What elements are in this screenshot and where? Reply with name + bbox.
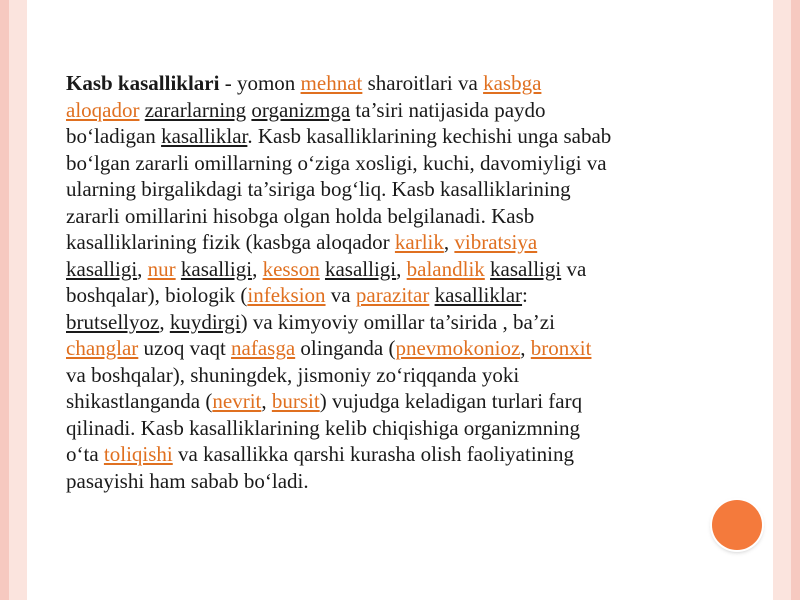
- link-kasalligi-4[interactable]: kasalligi: [490, 256, 562, 281]
- link-karlik[interactable]: karlik: [394, 230, 444, 254]
- link-vibratsiya[interactable]: vibratsiya: [454, 230, 538, 254]
- text-run: ,: [252, 256, 263, 281]
- text-run: qilinadi. Kasb kasalliklarining kelib chiqishiga organizmning: [66, 415, 581, 440]
- link-nafasga[interactable]: nafasga: [231, 336, 296, 360]
- link-kasalligi-3[interactable]: kasalligi: [324, 256, 397, 281]
- text-run: bo‘lgan zararli omillarning o‘ziga xosligi, kuchi, davomiyligi va: [66, 150, 607, 175]
- text-run: :: [522, 283, 528, 307]
- text-run: ularning birgalikdagi ta’siriga bog‘liq. Kasb kasalliklarining: [66, 177, 571, 201]
- text-run: . Kasb kasalliklarining kechishi unga sabab: [247, 124, 612, 148]
- text-run: shikastlanganda (: [66, 389, 213, 413]
- link-aloqador[interactable]: aloqador: [66, 97, 140, 122]
- link-bursit[interactable]: bursit: [271, 389, 320, 413]
- paragraph: [66, 70, 716, 494]
- text-run: olinganda (: [295, 336, 396, 360]
- text-run: bo‘ladigan: [66, 124, 162, 148]
- left-border-outer: [0, 0, 9, 600]
- link-infeksion[interactable]: infeksion: [247, 283, 326, 307]
- link-kuydirgi[interactable]: kuydirgi: [169, 309, 241, 334]
- link-kasalliklar[interactable]: kasalliklar: [161, 124, 248, 148]
- decorative-circle: [712, 500, 762, 550]
- link-kasalligi-2[interactable]: kasalligi: [180, 256, 253, 281]
- text-run: ) vujudga keladigan turlari farq: [319, 389, 583, 413]
- text-run: va: [561, 256, 587, 281]
- text-run: ,: [396, 256, 407, 281]
- text-run: ta’siri natijasida paydo: [350, 97, 546, 122]
- text-run: uzoq vaqt: [138, 336, 232, 360]
- right-border-inner: [773, 0, 791, 600]
- left-border-inner: [9, 0, 27, 600]
- link-parazitar[interactable]: parazitar: [355, 283, 430, 307]
- text-run: - yomon: [219, 71, 301, 95]
- link-bronxit[interactable]: bronxit: [530, 336, 592, 360]
- text-run: pasayishi ham sabab bo‘ladi.: [66, 468, 309, 493]
- slide-body: [66, 70, 716, 494]
- link-kasbga[interactable]: kasbga: [483, 71, 542, 95]
- link-kasalligi-1[interactable]: kasalligi: [66, 256, 138, 281]
- text-run: ) va kimyoviy omillar ta’sirida , ba’zi: [240, 309, 555, 334]
- link-zararlarning[interactable]: zararlarning: [144, 97, 247, 122]
- link-changlar[interactable]: changlar: [66, 336, 139, 360]
- text-run: ,: [443, 230, 455, 254]
- term-heading: Kasb kasalliklari: [66, 71, 220, 95]
- text-run: zararli omillarini hisobga olgan holda belgilanadi. Kasb: [66, 203, 535, 228]
- text-run: o‘ta: [66, 442, 104, 466]
- link-balandlik[interactable]: balandlik: [406, 256, 485, 281]
- text-run: boshqalar), biologik (: [66, 283, 248, 307]
- link-nur[interactable]: nur: [147, 256, 176, 281]
- text-run: va: [325, 283, 356, 307]
- text-run: va kasallikka qarshi kurasha olish faoliyatining: [172, 442, 575, 466]
- text-run: ,: [520, 336, 531, 360]
- link-kasalliklar-2[interactable]: kasalliklar: [434, 283, 523, 307]
- link-kesson[interactable]: kesson: [262, 256, 320, 281]
- link-organizmga[interactable]: organizmga: [251, 97, 351, 122]
- text-run: sharoitlari va: [362, 71, 484, 95]
- text-run: va boshqalar), shuningdek, jismoniy zo‘riqqanda yoki: [66, 362, 520, 387]
- text-run: kasalliklarining fizik (kasbga aloqador: [66, 230, 395, 254]
- text-run: ,: [159, 309, 170, 334]
- text-run: ,: [137, 256, 148, 281]
- link-brutsellyoz[interactable]: brutsellyoz: [66, 309, 160, 334]
- link-pnevmokonioz[interactable]: pnevmokonioz: [395, 336, 521, 360]
- link-toliqishi[interactable]: toliqishi: [103, 442, 173, 466]
- link-nevrit[interactable]: nevrit: [212, 389, 262, 413]
- text-run: ,: [261, 389, 272, 413]
- link-mehnat[interactable]: mehnat: [300, 71, 363, 95]
- right-border-outer: [791, 0, 800, 600]
